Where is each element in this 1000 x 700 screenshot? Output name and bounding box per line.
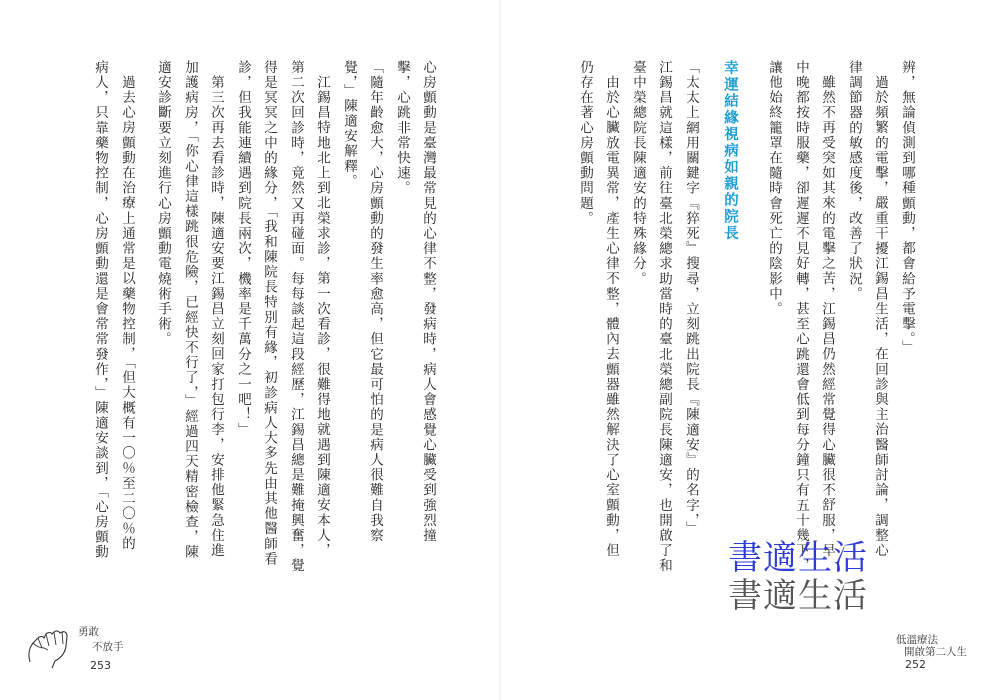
right-col-3: 律調節器的敏感度後，改善了狀況。 — [846, 60, 862, 302]
right-col-4: 雖然不再受突如其來的電擊之苦，江錫昌仍然經常覺得心臟很不舒服，早 — [819, 75, 835, 559]
section-heading: 幸運結緣視病如親的院長 — [722, 60, 738, 242]
left-col-4: 覺，」陳適安解釋。 — [341, 60, 357, 190]
right-page-number: 252 — [905, 658, 926, 671]
right-col-8: 「太太上網用關鍵字『猝死』搜尋，立刻跳出院長『陳適安』的名字，」 — [683, 60, 699, 537]
right-col-12: 仍存在著心房顫動問題。 — [577, 60, 593, 227]
left-col-3: 「隨年齡愈大，心房顫動的發生率愈高，但它最可怕的是病人很難自我察 — [367, 60, 383, 544]
right-col-9: 江錫昌就這樣，前往臺北榮總求助當時的臺北榮總副院長陳適安，也開啟了和 — [656, 60, 672, 574]
left-col-1: 心房顫動是臺灣最常見的心律不整，發病時，病人會感覺心臟受到強烈撞 — [420, 60, 436, 544]
left-col-13: 病人，只靠藥物控制，心房顫動還是會常常發作，」陳適安談到，「心房顫動 — [92, 60, 108, 560]
left-col-8: 診，但我能連續遇到院長兩次，機率是千萬分之一吧！」 — [235, 60, 251, 438]
left-col-9: 第三次再去看診時，陳適安要江錫昌立刻回家打包行李，安排他緊急住進 — [208, 75, 224, 559]
left-col-5: 江錫昌特地北上到北榮求診，第一次看診，很難得地就遇到陳適安本人， — [314, 75, 330, 559]
left-col-6: 第二次回診時，竟然又再碰面。每每談起這段經歷，江錫昌總是難掩興奮，覺 — [288, 60, 304, 574]
right-col-11: 由於心臟放電異常，產生心律不整，體內去顫器雖然解決了心室顫動，但 — [603, 75, 619, 559]
left-page-number: 253 — [90, 659, 111, 672]
right-col-2: 過於頻繁的電擊，嚴重干擾江錫昌生活，在回診與主治醫師討論，調整心 — [872, 75, 888, 559]
right-col-5: 中晚都按時服藥，卻遲遲不見好轉，甚至心跳還會低到每分鐘只有五十幾下， — [793, 60, 809, 574]
right-col-10: 臺中榮總院長陳適安的特殊緣分。 — [630, 60, 646, 287]
raised-fist-icon — [22, 622, 74, 670]
left-col-2: 擊，心跳非常快速。 — [394, 60, 410, 196]
left-footer-title-1: 勇敢 — [78, 626, 99, 638]
left-col-12: 過去心房顫動在治療上通常是以藥物控制，「但大概有一〇％至二〇％的 — [119, 75, 135, 552]
left-col-7: 得是冥冥之中的緣分，「我和陳院長特別有緣，初診病人大多先由其他醫師看 — [261, 60, 277, 567]
brand-logo-blue: 書適生活 — [728, 538, 868, 578]
right-footer-title-2: 開啟第二人生 — [904, 646, 967, 658]
right-page — [500, 0, 1000, 700]
right-footer-title-1: 低溫療法 — [896, 634, 938, 646]
left-col-11: 適安診斷要立刻進行心房顫動電燒術手術。 — [155, 60, 171, 347]
left-footer-title-2: 不放手 — [92, 641, 124, 653]
left-col-10: 加護病房，「你心律這樣跳很危險，已經快不行了，」經過四天精密檢查，陳 — [182, 60, 198, 560]
brand-logo-grey: 書適生活 — [728, 576, 868, 616]
right-col-1: 辨，無論偵測到哪種顫動，都會給予電擊。」 — [899, 60, 915, 356]
right-col-6: 讓他始終籠罩在隨時會死亡的陰影中。 — [766, 60, 782, 317]
